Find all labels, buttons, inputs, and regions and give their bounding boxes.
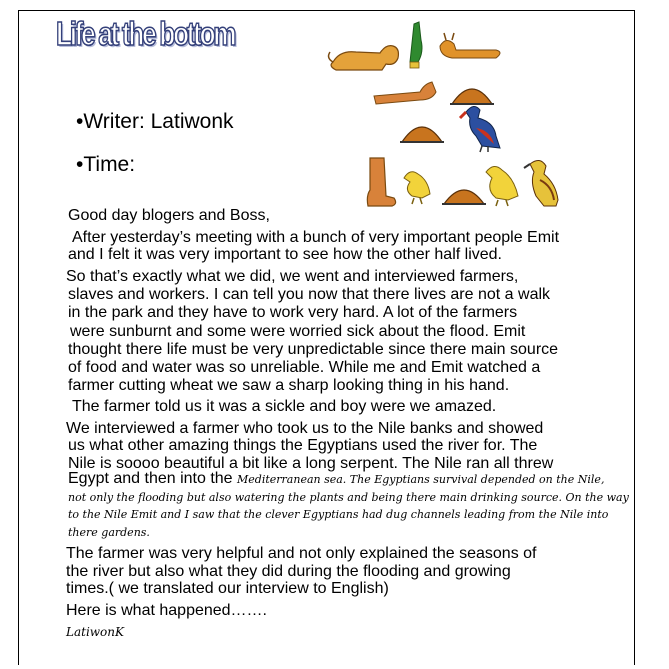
body-line: thought there life must be very unpredictable since there main source <box>68 341 559 358</box>
body-line: and I felt it was very important to see how the other half lived. <box>68 246 502 263</box>
signature: LatiwonK <box>66 625 124 639</box>
body-line-mixed <box>68 470 604 489</box>
greeting-line: Good day blogers and Boss, <box>68 207 270 224</box>
closing-line: The farmer was very helpful and not only explained the seasons of <box>66 545 537 562</box>
closing-line: the river but also what they did during the flooding and growing <box>66 563 511 580</box>
script-line: not only the flooding but also watering the plants and being there main drinking source. On the way <box>68 491 629 504</box>
time-line: •Time: <box>76 153 136 176</box>
page-title: Life at the bottom <box>56 15 235 52</box>
body-line: After yesterday’s meeting with a bunch of very important people Emit <box>72 229 560 246</box>
body-line-plain-part: Egypt and then into the <box>68 470 238 487</box>
body-line: slaves and workers. I can tell you now that there lives are not a walk <box>68 286 551 303</box>
body-line: of food and water was so unreliable. While me and Emit watched a <box>68 359 541 376</box>
body-line: were sunburnt and some were worried sick about the flood. Emit <box>70 323 526 340</box>
body-line: in the park and they have to work very hard. A lot of the farmers <box>68 304 518 321</box>
closing-line: times.( we translated our interview to English) <box>66 580 389 597</box>
body-line: We interviewed a farmer who took us to the Nile banks and showed <box>66 420 544 437</box>
script-line: there gardens. <box>68 526 150 539</box>
body-line: Nile is soooo beautiful a bit like a long serpent. The Nile ran all threw <box>68 455 554 472</box>
closing-line: Here is what happened……. <box>66 602 267 619</box>
body-line-script-part: Mediterranean sea. The Egyptians survival depended on the Nile, <box>237 473 605 486</box>
body-line: us what other amazing things the Egyptians used the river for. The <box>68 437 538 454</box>
script-line: to the Nile Emit and I saw that the clever Egyptians had dug channels leading from the Nile into <box>68 508 609 521</box>
body-line: The farmer told us it was a sickle and boy were we amazed. <box>72 398 497 415</box>
body-line: farmer cutting wheat we saw a sharp looking thing in his hand. <box>68 377 510 394</box>
body-line: So that’s exactly what we did, we went and interviewed farmers, <box>66 268 519 285</box>
writer-line: •Writer: Latiwonk <box>76 110 234 133</box>
